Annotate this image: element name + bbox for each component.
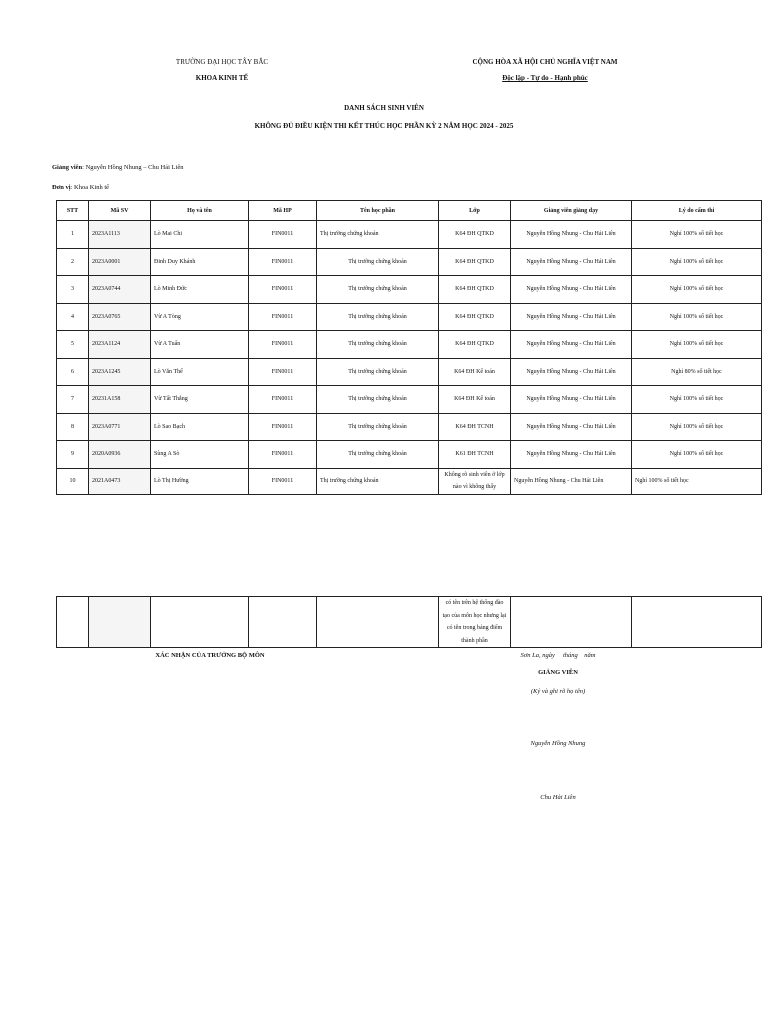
cell-lecturer: Nguyễn Hồng Nhung - Chu Hải Liên: [511, 413, 632, 441]
cell-course-name: Thị trường chứng khoán: [317, 468, 439, 494]
cell-student-id: 20231A158: [89, 386, 151, 414]
cell-lecturer: Nguyễn Hồng Nhung - Chu Hải Liên: [511, 386, 632, 414]
cell-stt: 10: [57, 468, 89, 494]
cell-full-name: Vừ A Tuấn: [151, 331, 249, 359]
cell-stt: 3: [57, 276, 89, 304]
lecturer-line: [52, 164, 183, 171]
lecturer-name-2: Chu Hải Liên: [540, 794, 576, 801]
cell-full-name: Lò Thị Hường: [151, 468, 249, 494]
cell-stt: 6: [57, 358, 89, 386]
cell-course-code: FIN0011: [249, 413, 317, 441]
header-reason: Lý do cấm thi: [632, 201, 762, 221]
table-row: [57, 221, 762, 249]
cont-cell-course-code: [249, 597, 317, 648]
cell-lecturer: Nguyễn Hồng Nhung - Chu Hải Liên: [511, 358, 632, 386]
document-title: DANH SÁCH SINH VIÊN: [344, 104, 424, 112]
cell-class: K64 ĐH Kế toán: [439, 386, 511, 414]
lecturer-signature-title: GIẢNG VIÊN: [538, 669, 578, 676]
cell-reason: Nghỉ 100% số tiết học: [632, 331, 762, 359]
cell-student-id: 2021A0473: [89, 468, 151, 494]
department-head-confirmation: XÁC NHẬN CỦA TRƯỞNG BỘ MÔN: [155, 652, 265, 659]
cell-class: K61 ĐH TCNH: [439, 441, 511, 469]
faculty-name: KHOA KINH TẾ: [195, 74, 249, 82]
cell-class: K64 ĐH QTKD: [439, 248, 511, 276]
cell-course-name: Thị trường chứng khoán: [317, 358, 439, 386]
cell-reason: Nghỉ 100% số tiết học: [632, 276, 762, 304]
cell-class: K64 ĐH QTKD: [439, 276, 511, 304]
cell-course-code: FIN0011: [249, 468, 317, 494]
cell-course-code: FIN0011: [249, 358, 317, 386]
cell-class: K64 ĐH QTKD: [439, 303, 511, 331]
cell-course-name: Thị trường chứng khoán: [317, 276, 439, 304]
header-course-name: Tên học phần: [317, 201, 439, 221]
cont-cell-student-id: [89, 597, 151, 648]
cell-course-name: Thị trường chứng khoán: [317, 441, 439, 469]
cont-cell-reason: [632, 597, 762, 648]
cell-full-name: Lò Văn Thế: [151, 358, 249, 386]
table-row: [57, 331, 762, 359]
header-stt: STT: [57, 201, 89, 221]
cell-full-name: Đinh Duy Khánh: [151, 248, 249, 276]
table-row: [57, 276, 762, 304]
national-motto: Độc lập - Tự do - Hạnh phúc: [502, 74, 588, 82]
lecturer-name-1: Nguyễn Hồng Nhung: [530, 740, 586, 747]
table-row: [57, 303, 762, 331]
cell-lecturer: Nguyễn Hồng Nhung - Chu Hải Liên: [511, 468, 632, 494]
cell-stt: 8: [57, 413, 89, 441]
cell-stt: 9: [57, 441, 89, 469]
lecturer-value: : Nguyễn Hồng Nhung – Chu Hải Liên: [82, 164, 184, 171]
table-row: [57, 413, 762, 441]
header-full-name: Họ và tên: [151, 201, 249, 221]
cell-reason: Nghỉ 100% số tiết học: [632, 413, 762, 441]
cell-course-code: FIN0011: [249, 221, 317, 249]
date-line: [488, 652, 628, 659]
cell-class: K64 ĐH Kế toán: [439, 358, 511, 386]
unit-label: Đơn vị: [52, 184, 71, 191]
school-header: [160, 54, 284, 86]
cell-course-name: Thị trường chứng khoán: [317, 303, 439, 331]
cell-student-id: 2023A1124: [89, 331, 151, 359]
cell-full-name: Vừ Tất Thắng: [151, 386, 249, 414]
header-lecturer: Giảng viên giảng dạy: [511, 201, 632, 221]
cell-course-code: FIN0011: [249, 331, 317, 359]
cell-lecturer: Nguyễn Hồng Nhung - Chu Hải Liên: [511, 441, 632, 469]
cell-lecturer: Nguyễn Hồng Nhung - Chu Hải Liên: [511, 221, 632, 249]
cell-student-id: 2023A1113: [89, 221, 151, 249]
cell-student-id: 2023A0771: [89, 413, 151, 441]
cont-cell-full-name: [151, 597, 249, 648]
continuation-table: [56, 596, 762, 648]
cell-course-code: FIN0011: [249, 303, 317, 331]
lecturer-label: Giảng viên: [52, 164, 83, 171]
cell-course-name: Thị trường chứng khoán: [317, 386, 439, 414]
cell-lecturer: Nguyễn Hồng Nhung - Chu Hải Liên: [511, 303, 632, 331]
cell-full-name: Lò Minh Đức: [151, 276, 249, 304]
header-class: Lớp: [439, 201, 511, 221]
cell-course-name: Thị trường chứng khoán: [317, 331, 439, 359]
cell-course-name: Thị trường chứng khoán: [317, 248, 439, 276]
cell-reason: Nghỉ 100% số tiết học: [632, 441, 762, 469]
cell-full-name: Lò Sao Bạch: [151, 413, 249, 441]
date-month: tháng: [562, 652, 578, 659]
cell-course-code: FIN0011: [249, 441, 317, 469]
cell-stt: 7: [57, 386, 89, 414]
cell-full-name: Vừ A Tòng: [151, 303, 249, 331]
cell-course-code: FIN0011: [249, 276, 317, 304]
cont-cell-lecturer: [511, 597, 632, 648]
cell-student-id: 2023A0001: [89, 248, 151, 276]
cell-reason: Nghỉ 100% số tiết học: [632, 468, 762, 494]
date-year: năm: [584, 652, 596, 659]
cell-stt: 2: [57, 248, 89, 276]
cell-stt: 5: [57, 331, 89, 359]
header-student-id: Mã SV: [89, 201, 151, 221]
cell-course-code: FIN0011: [249, 386, 317, 414]
cell-reason: Nghỉ 100% số tiết học: [632, 303, 762, 331]
university-name: TRƯỜNG ĐẠI HỌC TÂY BẮC: [175, 58, 269, 66]
cell-stt: 4: [57, 303, 89, 331]
country-name: CỘNG HÒA XÃ HỘI CHỦ NGHĨA VIỆT NAM: [472, 58, 618, 66]
cell-lecturer: Nguyễn Hồng Nhung - Chu Hải Liên: [511, 276, 632, 304]
cell-lecturer: Nguyễn Hồng Nhung - Chu Hải Liên: [511, 248, 632, 276]
table-header-row: [57, 201, 762, 221]
cell-course-name: Thị trường chứng khoán: [317, 221, 439, 249]
student-table: [56, 200, 762, 495]
cell-class: K64 ĐH TCNH: [439, 413, 511, 441]
table-row: [57, 468, 762, 494]
cont-cell-stt: [57, 597, 89, 648]
cell-student-id: 2023A1245: [89, 358, 151, 386]
header-course-code: Mã HP: [249, 201, 317, 221]
cell-lecturer: Nguyễn Hồng Nhung - Chu Hải Liên: [511, 331, 632, 359]
cell-course-code: FIN0011: [249, 248, 317, 276]
document-subtitle: KHÔNG ĐỦ ĐIỀU KIỆN THI KẾT THÚC HỌC PHẦN KỲ 2 NĂM HỌC 2024 - 2025: [254, 122, 514, 130]
cell-class: Không rõ sinh viên ở lớp nào vì không thấy: [439, 468, 511, 494]
cell-full-name: Sùng A Sò: [151, 441, 249, 469]
cell-reason: Nghỉ 100% số tiết học: [632, 221, 762, 249]
cell-class: K64 ĐH QTKD: [439, 221, 511, 249]
cont-cell-class-note: có tên trên hệ thống đào tạo của môn học nhưng lại có tên trong bảng điểm thành phần: [439, 597, 511, 648]
cont-cell-course-name: [317, 597, 439, 648]
date-place: Sơn La, ngày: [520, 652, 555, 659]
unit-value: : Khoa Kinh tế: [70, 184, 110, 191]
unit-line: [52, 184, 109, 191]
table-row: [57, 358, 762, 386]
cell-stt: 1: [57, 221, 89, 249]
cell-student-id: 2023A0744: [89, 276, 151, 304]
cell-reason: Nghỉ 80% số tiết học: [632, 358, 762, 386]
cell-class: K64 ĐH QTKD: [439, 331, 511, 359]
cell-student-id: 2023A0765: [89, 303, 151, 331]
national-header: [450, 54, 640, 86]
cell-reason: Nghỉ 100% số tiết học: [632, 386, 762, 414]
table-row: [57, 441, 762, 469]
continuation-row: [57, 597, 762, 648]
cell-student-id: 2020A0936: [89, 441, 151, 469]
cell-full-name: Lò Mai Chi: [151, 221, 249, 249]
table-row: [57, 248, 762, 276]
signature-instruction: (Ký và ghi rõ họ tên): [530, 688, 586, 695]
cell-course-name: Thị trường chứng khoán: [317, 413, 439, 441]
cell-reason: Nghỉ 100% số tiết học: [632, 248, 762, 276]
table-row: [57, 386, 762, 414]
